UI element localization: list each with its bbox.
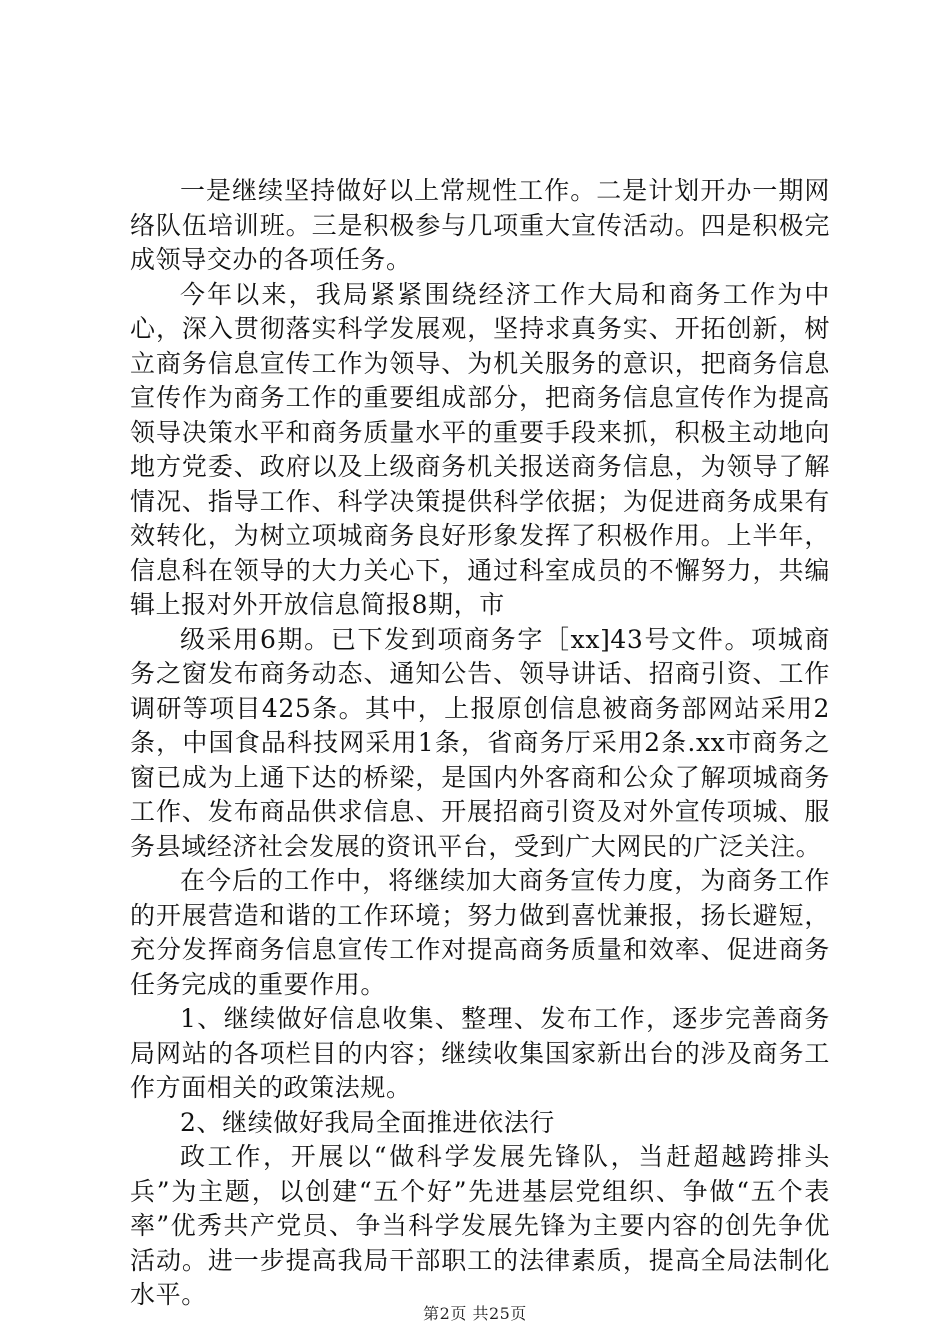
- paragraph-7: 政工作，开展以“做科学发展先锋队，当赶超越跨排头兵”为主题，以创建“五个好”先进基层党组织、争做“五个表率”优秀共产党员、争当科学发展先锋为主要内容的创先争优活动。进一步提高我局干部职工的法律素质，提高全局法制化水平。: [130, 1142, 830, 1309]
- paragraph-4: 在今后的工作中，将继续加大商务宣传力度，为商务工作的开展营造和谐的工作环境；努力做到喜忧兼报，扬长避短，充分发挥商务信息宣传工作对提高商务质量和效率、促进商务任务完成的重要作用。: [130, 866, 830, 999]
- page-footer: 第2页 共25页: [423, 1304, 527, 1323]
- paragraph-5: 1、继续做好信息收集、整理、发布工作，逐步完善商务局网站的各项栏目的内容；继续收集国家新出台的涉及商务工作方面相关的政策法规。: [130, 1004, 830, 1102]
- paragraph-1: 一是继续坚持做好以上常规性工作。二是计划开办一期网络队伍培训班。三是积极参与几项重大宣传活动。四是积极完成领导交办的各项任务。: [130, 176, 830, 274]
- document-body: [130, 174, 830, 1313]
- paragraph-6: 2、继续做好我局全面推进依法行: [180, 1107, 555, 1137]
- paragraph-2: 今年以来，我局紧紧围绕经济工作大局和商务工作为中心，深入贯彻落实科学发展观，坚持求真务实、开拓创新，树立商务信息宣传工作为领导、为机关服务的意识，把商务信息宣传作为商务工作的重要组成部分，把商务信息宣传作为提高领导决策水平和商务质量水平的重要手段来抓，积极主动地向地方党委、政府以及上级商务机关报送商务信息，为领导了解情况、指导工作、科学决策提供科学依据；为促进商务成果有效转化，为树立项城商务良好形象发挥了积极作用。上半年，信息科在领导的大力关心下，通过科室成员的不懈努力，共编辑上报对外开放信息简报8期，市: [130, 279, 830, 619]
- paragraph-3: 级采用6期。已下发到项商务字［xx]43号文件。项城商务之窗发布商务动态、通知公告、领导讲话、招商引资、工作调研等项目425条。其中，上报原创信息被商务部网站采用2条，中国食品科技网采用1条，省商务厅采用2条.xx市商务之窗已成为上通下达的桥梁，是国内外客商和公众了解项城商务工作、发布商品供求信息、开展招商引资及对外宣传项城、服务县域经济社会发展的资讯平台，受到广大网民的广泛关注。: [130, 624, 830, 861]
